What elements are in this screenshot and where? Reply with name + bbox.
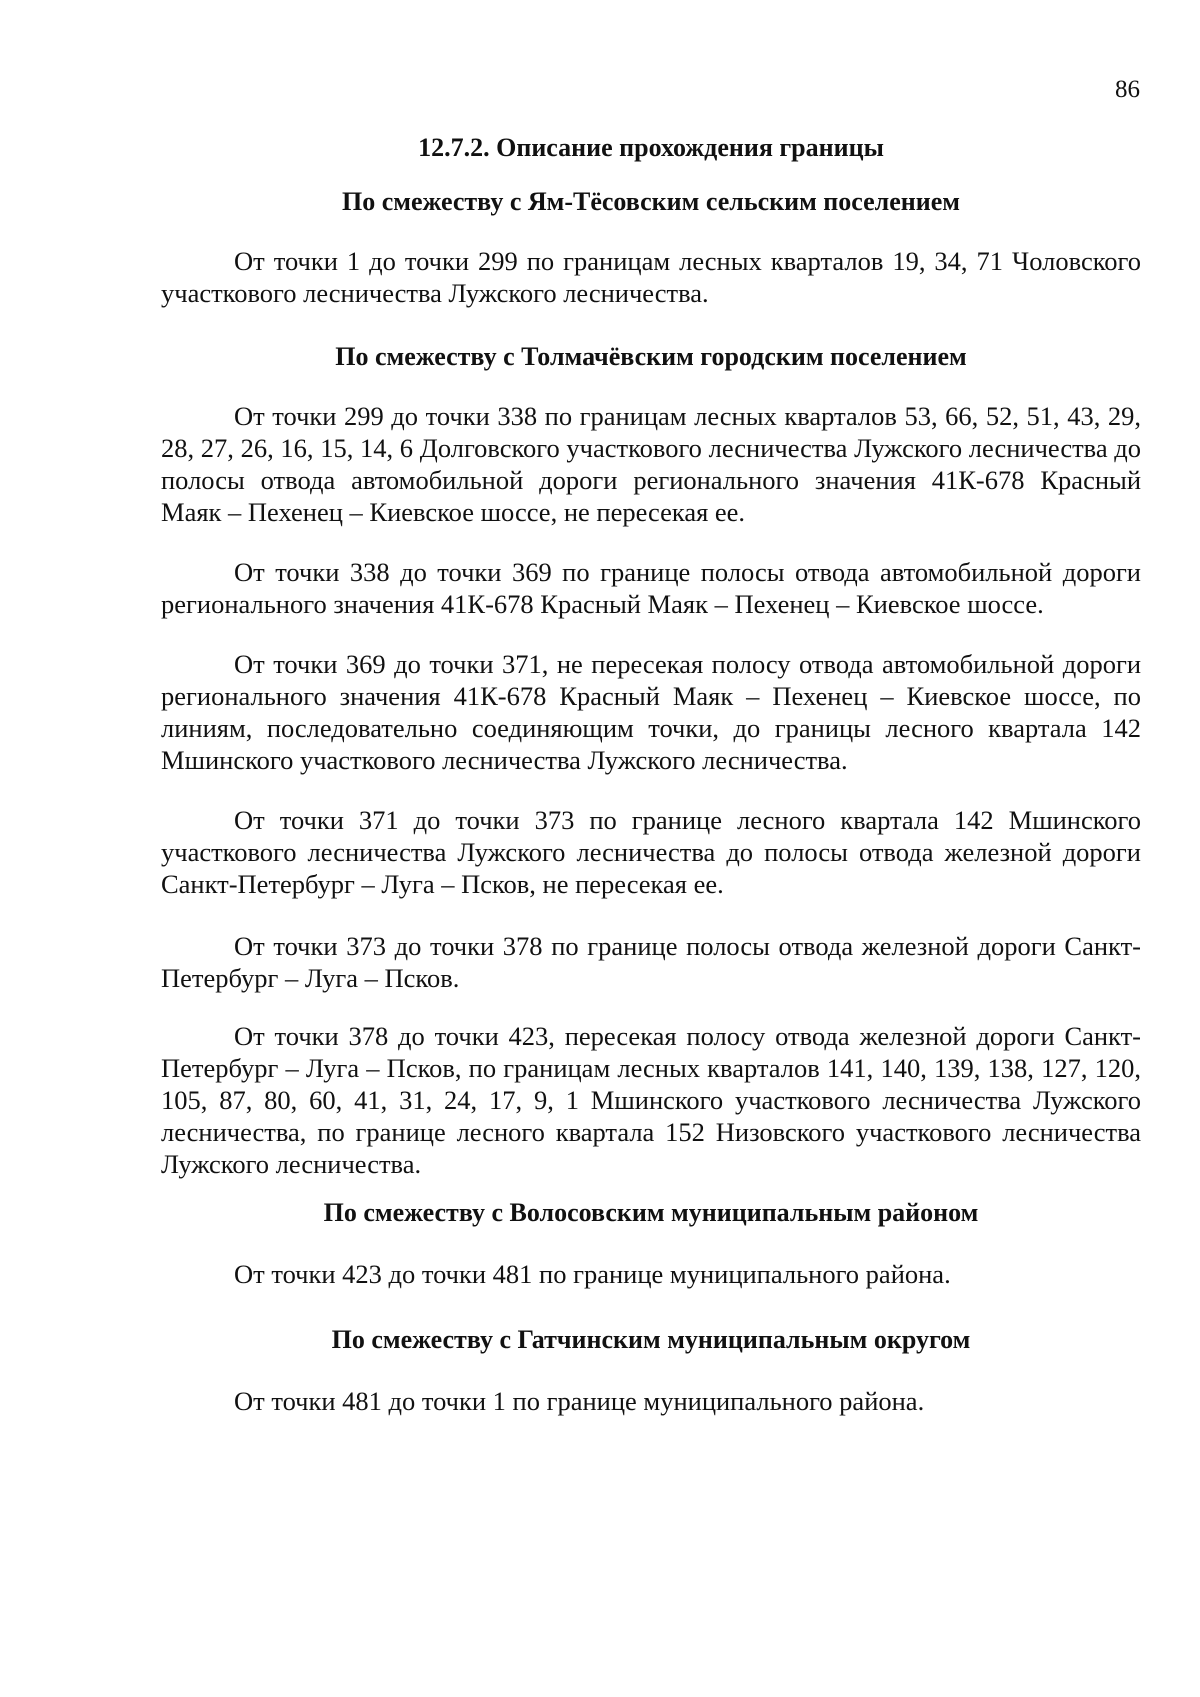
section-title: 12.7.2. Описание прохождения границы	[418, 133, 884, 162]
paragraph: От точки 299 до точки 338 по границам лесных кварталов 53, 66, 52, 51, 43, 29, 28, 27, 26, 16, 15, 14, 6 Долговского участкового лесничества Лужского лесничества до полосы отвода автомобильной дороги регионального значения 41К-678 Красный Маяк – Пехенец – Киевское шоссе, не пересекая ее.	[161, 401, 1141, 527]
paragraph: От точки 423 до точки 481 по границе муниципального района.	[234, 1259, 951, 1289]
heading-tolmachevo: По смежеству с Толмачёвским городским поселением	[335, 342, 967, 371]
paragraph: От точки 378 до точки 423, пересекая полосу отвода железной дороги Санкт-Петербург – Луга – Псков, по границам лесных кварталов 141, 140, 139, 138, 127, 120, 105, 87, 80, 60, 41, 31, 24, 17, 9, 1 Мшинского участкового лесничества Лужского лесничества, по границе лесного квартала 152 Низовского участкового лесничества Лужского лесничества.	[161, 1021, 1141, 1179]
paragraph: От точки 1 до точки 299 по границам лесных кварталов 19, 34, 71 Чоловского участкового лесничества Лужского лесничества.	[161, 246, 1141, 308]
paragraph: От точки 373 до точки 378 по границе полосы отвода железной дороги Санкт-Петербург – Луга – Псков.	[161, 931, 1141, 993]
heading-gatchina: По смежеству с Гатчинским муниципальным округом	[331, 1325, 971, 1354]
heading-volosovo: По смежеству с Волосовским муниципальным районом	[323, 1198, 979, 1227]
paragraph: От точки 369 до точки 371, не пересекая полосу отвода автомобильной дороги регионального значения 41К-678 Красный Маяк – Пехенец – Киевское шоссе, по линиям, последовательно соединяющим точки, до границы лесного квартала 142 Мшинского участкового лесничества Лужского лесничества.	[161, 649, 1141, 775]
page-number: 86	[1115, 76, 1140, 103]
heading-yam-tesovo: По смежеству с Ям-Тёсовским сельским поселением	[341, 187, 961, 216]
paragraph: От точки 481 до точки 1 по границе муниципального района.	[234, 1386, 925, 1416]
paragraph: От точки 338 до точки 369 по границе полосы отвода автомобильной дороги регионального значения 41К-678 Красный Маяк – Пехенец – Киевское шоссе.	[161, 557, 1141, 619]
paragraph: От точки 371 до точки 373 по границе лесного квартала 142 Мшинского участкового лесничества Лужского лесничества до полосы отвода железной дороги Санкт-Петербург – Луга – Псков, не пересекая ее.	[161, 805, 1141, 899]
